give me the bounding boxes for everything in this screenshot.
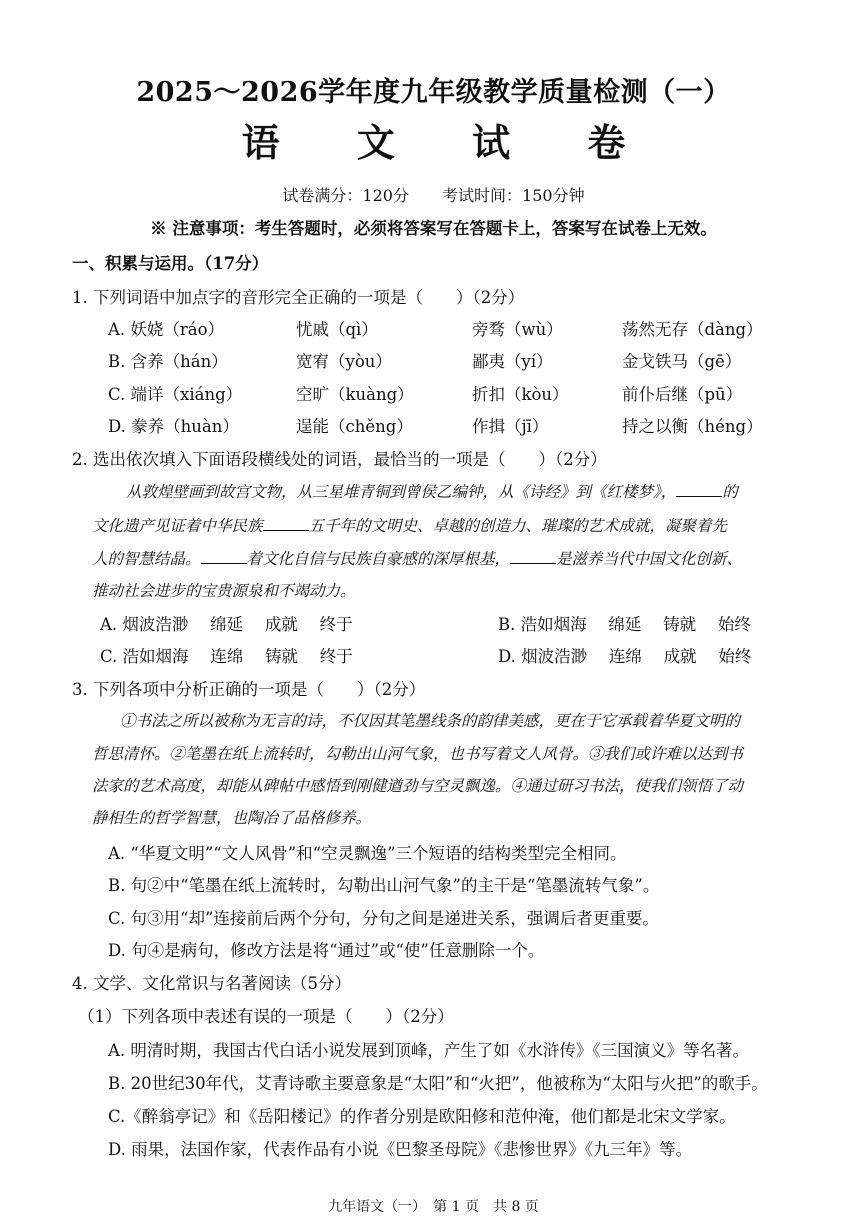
q1-c-4: 前仆后继（pū） xyxy=(622,385,743,404)
q3-option-c: C. 句③用“却”连接前后两个分句，分句之间是递进关系，强调后者更重要。 xyxy=(108,909,659,928)
section-1-title: 一、积累与运用。（17分） xyxy=(72,254,269,273)
q2-p1a: 从敦煌壁画到故宫文物，从三星堆青铜到曾侯乙编钟，从《诗经》到《红楼梦》， xyxy=(126,483,677,501)
q4-option-c: C.《醉翁亭记》和《岳阳楼记》的作者分别是欧阳修和范仲淹，他们都是北宋文学家。 xyxy=(108,1107,736,1126)
blank-2 xyxy=(263,516,309,531)
q3-passage-line-1: ①书法之所以被称为无言的诗，不仅因其笔墨线条的韵律美感，更在于它承载着华夏文明的 xyxy=(120,712,741,730)
q3-passage-line-4: 静相生的哲学智慧，也陶冶了品格修养。 xyxy=(92,809,372,827)
exam-time: 考试时间：150分钟 xyxy=(442,186,585,205)
q2-option-a: A. 烟波浩渺 绵延 成就 终于 xyxy=(100,615,353,634)
q2-p3a: 人的智慧结晶。 xyxy=(92,550,201,568)
exam-meta xyxy=(0,183,867,206)
q2-option-c: C. 浩如烟海 连绵 铸就 终于 xyxy=(100,647,353,666)
q2-p3c: 是滋养当代中国文化创新、 xyxy=(556,550,743,568)
q1-a-4: 荡然无存（dàng） xyxy=(622,320,763,339)
q3-option-b: B. 句②中“笔墨在纸上流转时，勾勒出山河气象”的主干是“笔墨流转气象”。 xyxy=(108,876,660,895)
q2-passage-line-3 xyxy=(92,547,742,569)
q4-option-d: D. 雨果，法国作家，代表作品有小说《巴黎圣母院》《悲惨世界》《九三年》等。 xyxy=(108,1140,693,1159)
exam-notice: ※ 注意事项：考生答题时，必须将答案写在答题卡上，答案写在试卷上无效。 xyxy=(150,219,717,238)
q3-option-d: D. 句④是病句，修改方法是将“通过”或“使”任意删除一个。 xyxy=(108,941,545,960)
blank-3 xyxy=(201,549,247,564)
q2-passage-line-1 xyxy=(126,480,738,502)
q1-stem: 1. 下列词语中加点字的音形完全正确的一项是（ ）（2分） xyxy=(72,288,525,307)
q1-c-3: 折扣（kòu） xyxy=(472,385,569,404)
page-footer: 九年语文（一） 第 1 页 共 8 页 xyxy=(328,1199,539,1215)
q1-b-4: 金戈铁马（gē） xyxy=(622,352,742,371)
q4-sub-1: （1）下列各项中表述有误的一项是（ ）（2分） xyxy=(78,1007,454,1026)
q3-option-a: A. “华夏文明”“文人风骨”和“空灵飘逸”三个短语的结构类型完全相同。 xyxy=(108,844,627,863)
q1-c-2: 空旷（kuàng） xyxy=(296,385,414,404)
q2-p2a: 文化遗产见证着中华民族 xyxy=(92,517,263,535)
q1-c-1: C. 端详（xiáng） xyxy=(108,385,243,404)
full-score: 试卷满分：120分 xyxy=(282,186,409,205)
q1-a-2: 忧戚（qì） xyxy=(296,320,378,339)
q3-passage-line-2: 哲思清怀。②笔墨在纸上流转时，勾勒出山河气象，也书写着文人风骨。③我们或许难以达到书 xyxy=(92,745,744,763)
q1-d-3: 作揖（jī） xyxy=(472,417,549,436)
blank-4 xyxy=(510,549,556,564)
q2-passage-line-4: 推动社会进步的宝贵源泉和不竭动力。 xyxy=(92,582,356,600)
q1-b-2: 宽宥（yòu） xyxy=(296,352,392,371)
q4-stem: 4. 文学、文化常识与名著阅读（5分） xyxy=(72,974,351,993)
q1-d-2: 逞能（chěng） xyxy=(296,417,413,436)
q1-d-4: 持之以衡（héng） xyxy=(622,417,763,436)
q4-option-b: B. 20世纪30年代，艾青诗歌主要意象是“太阳”和“火把”，他被称为“太阳与火把”的歌手。 xyxy=(108,1074,768,1093)
q2-option-d: D. 烟波浩渺 连绵 成就 始终 xyxy=(498,647,752,666)
q1-b-1: B. 含养（hán） xyxy=(108,352,228,371)
q2-p1b: 的 xyxy=(722,483,738,501)
q4-option-a: A. 明清时期，我国古代白话小说发展到顶峰，产生了如《水浒传》《三国演义》等名著。 xyxy=(108,1041,750,1060)
q2-option-b: B. 浩如烟海 绵延 铸就 始终 xyxy=(498,615,751,634)
q2-stem: 2. 选出依次填入下面语段横线处的词语，最恰当的一项是（ ）（2分） xyxy=(72,450,607,469)
q3-passage-line-3: 法家的艺术高度，却能从碑帖中感悟到刚健遒劲与空灵飘逸。④通过研习书法，使我们领悟了动 xyxy=(92,777,744,795)
q3-stem: 3. 下列各项中分析正确的一项是（ ）（2分） xyxy=(72,680,426,699)
blank-1 xyxy=(676,482,722,497)
q2-p3b: 着文化自信与民族自豪感的深厚根基， xyxy=(246,550,511,568)
q1-d-1: D. 豢养（huàn） xyxy=(108,417,239,436)
q2-p2b: 五千年的文明史、卓越的创造力、璀璨的艺术成就，凝聚着先 xyxy=(308,517,728,535)
q1-a-1: A. 妖娆（ráo） xyxy=(108,320,225,339)
exam-title: 2025～2026学年度九年级教学质量检测（一） xyxy=(136,77,731,108)
q1-a-3: 旁骛（wù） xyxy=(472,320,563,339)
q1-b-3: 鄙夷（yí） xyxy=(472,352,553,371)
exam-subject: 语 文 试 卷 xyxy=(241,120,658,165)
q2-passage-line-2 xyxy=(92,514,727,536)
